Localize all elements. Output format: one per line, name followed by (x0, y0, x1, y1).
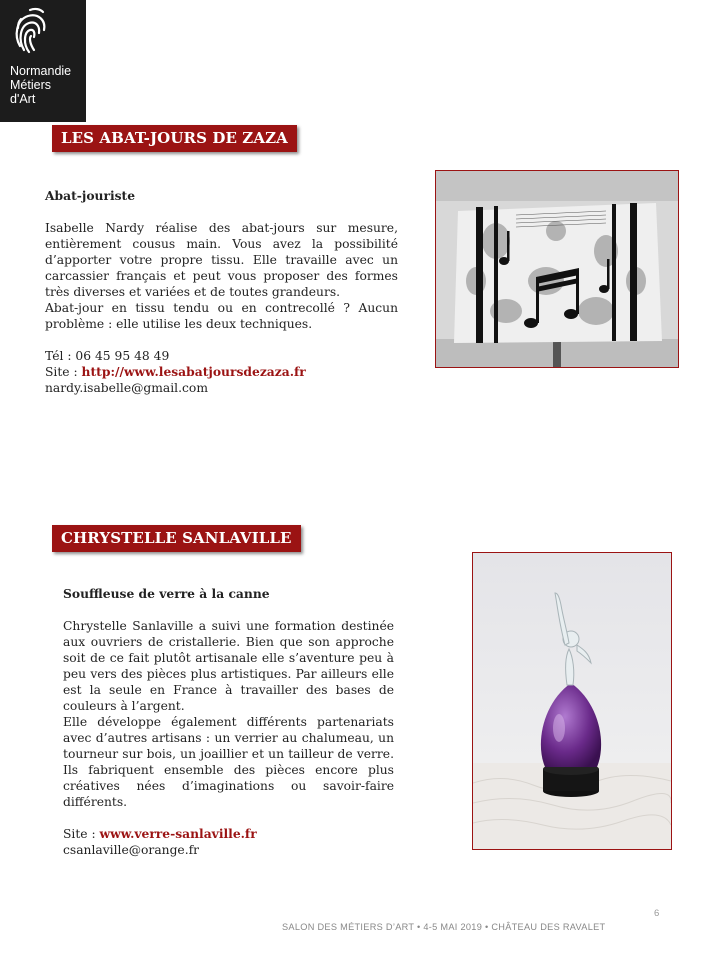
section2-paragraph-2: Elle développe également différents partenariats avec d’autres artisans : un verrier au chalumeau, un tourneur sur bois, un joaillier et un tailleur de verre. Ils fabriquent ensemble des pièces encore plus créatives nées d’imaginations ou savoir-faire différents. (63, 715, 394, 809)
page-number: 6 (654, 908, 660, 919)
section1-site-line (45, 364, 398, 380)
section1-body (45, 188, 398, 396)
logo-line-1: Normandie (10, 64, 72, 78)
section2-paragraph-1: Chrystelle Sanlaville a suivi une formation destinée aux ouvriers de cristallerie. Bien que son approche soit de ce fait plutôt artisanale elle s’aventure peu à peu vers des pièces plus artistiques. Par ailleurs elle est la seule en France à travailler des bases de couleurs à l’argent. (63, 619, 394, 713)
section1-title: LES ABAT-JOURS DE ZAZA (52, 125, 297, 152)
footer-text: SALON DES MÉTIERS D’ART • 4-5 MAI 2019 • CHÂTEAU DES RAVALET (282, 922, 606, 932)
logo-line-2: Métiers (10, 78, 51, 92)
section1-paragraph-2: Abat-jour en tissu tendu ou en contrecollé ? Aucun problème : elle utilise les deux techniques. (45, 301, 398, 331)
logo-line-3: d'Art (10, 92, 36, 106)
lampshade-image (436, 171, 678, 367)
lampshade-photo (435, 170, 679, 368)
section2-site-label: Site : (63, 827, 100, 841)
glass-sculpture-photo (472, 552, 672, 850)
section2-title: CHRYSTELLE SANLAVILLE (52, 525, 301, 552)
section1-site-label: Site : (45, 365, 82, 379)
section1-site-link[interactable]: http://www.lesabatjoursdezaza.fr (81, 364, 306, 379)
section2-body (63, 586, 394, 858)
logo-text (10, 64, 71, 106)
section2-email[interactable]: csanlaville@orange.fr (63, 843, 200, 857)
section1-subtitle: Abat-jouriste (45, 188, 136, 203)
section2-site-line (63, 826, 394, 842)
section1-email[interactable]: nardy.isabelle@gmail.com (45, 381, 208, 395)
fingerprint-logo-icon (10, 6, 50, 62)
section1-paragraph-1: Isabelle Nardy réalise des abat-jours sur mesure, entièrement cousus main. Vous avez la possibilité d’apporter votre propre tissu. Elle travaille avec un carcassier français et peut vous proposer des formes très diverses et variées et de toutes grandeurs. (45, 221, 398, 299)
section2-subtitle: Souffleuse de verre à la canne (63, 586, 270, 601)
section1-phone: Tél : 06 45 95 48 49 (45, 349, 170, 363)
glass-sculpture-image (473, 553, 671, 849)
logo (0, 0, 86, 122)
section2-site-link[interactable]: www.verre-sanlaville.fr (99, 826, 257, 841)
